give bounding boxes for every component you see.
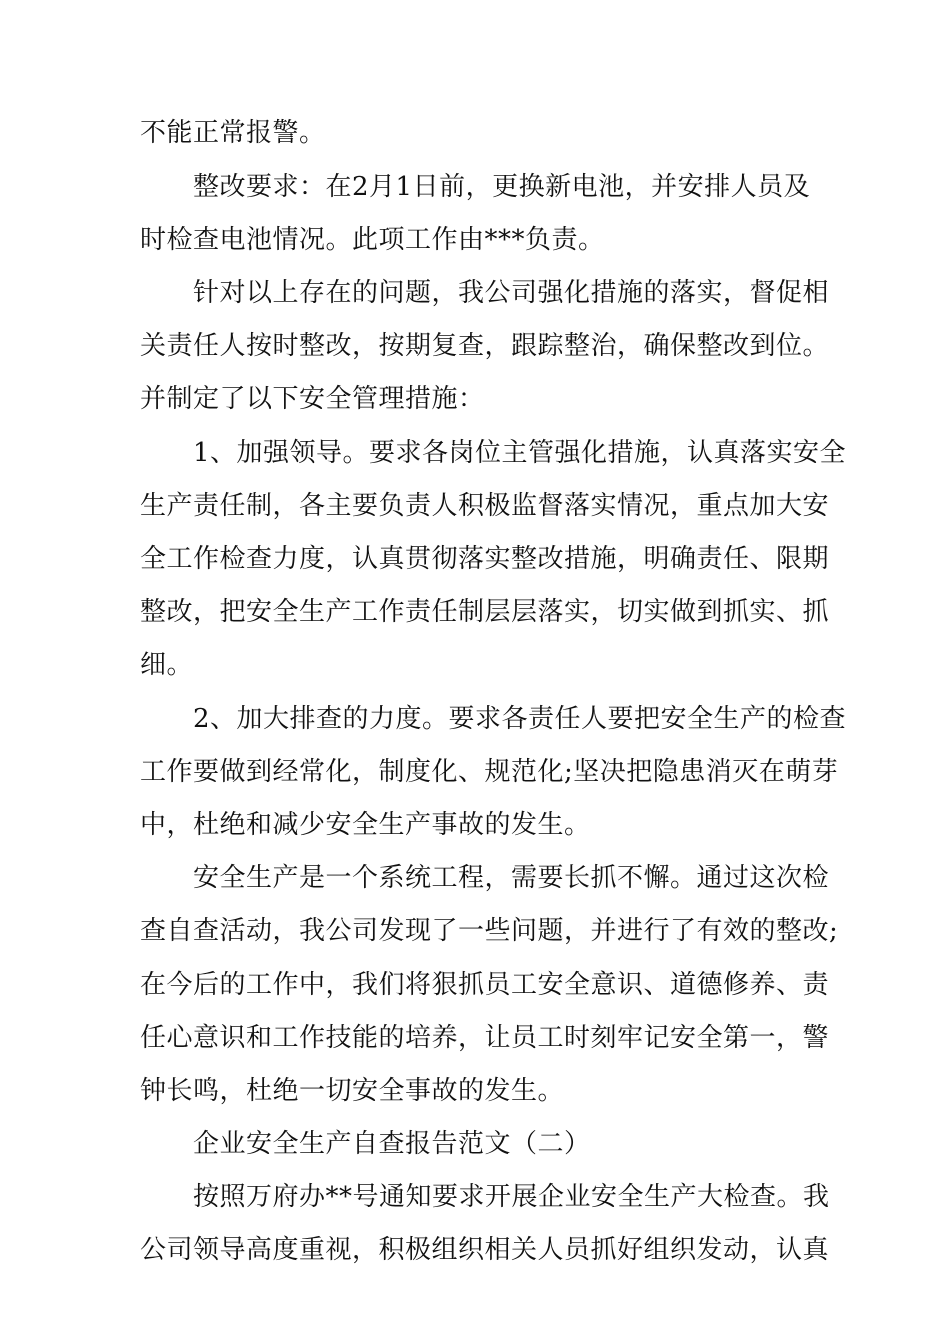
text-line: 1、加强领导。要求各岗位主管强化措施，认真落实安全 [193,438,847,468]
text-line: 钟长鸣，杜绝一切安全事故的发生。 [140,1076,565,1106]
section-heading: 企业安全生产自查报告范文（二） [193,1129,591,1159]
text-line: 整改要求：在2月1日前，更换新电池，并安排人员及 [193,172,811,202]
text-line: 在今后的工作中，我们将狠抓员工安全意识、道德修养、责 [140,970,830,1000]
text-line: 针对以上存在的问题，我公司强化措施的落实，督促相 [193,278,830,308]
text-line: 查自查活动，我公司发现了一些问题，并进行了有效的整改; [140,916,839,946]
text-line: 中，杜绝和减少安全生产事故的发生。 [140,810,591,840]
text-line: 工作要做到经常化，制度化、规范化;坚决把隐患消灭在萌芽 [140,757,839,787]
text-line: 公司领导高度重视，积极组织相关人员抓好组织发动，认真 [140,1235,830,1265]
text-line: 整改，把安全生产工作责任制层层落实，切实做到抓实、抓 [140,597,830,627]
text-line: 生产责任制，各主要负责人积极监督落实情况，重点加大安 [140,491,830,521]
text-line: 任心意识和工作技能的培养，让员工时刻牢记安全第一，警 [140,1023,830,1053]
text-line: 全工作检查力度，认真贯彻落实整改措施，明确责任、限期 [140,544,830,574]
text-line: 2、加大排查的力度。要求各责任人要把安全生产的检查 [193,704,847,734]
text-line: 时检查电池情况。此项工作由***负责。 [140,225,605,255]
text-line: 按照万府办**号通知要求开展企业安全生产大检查。我 [193,1182,830,1212]
text-line: 不能正常报警。 [140,118,326,148]
text-line: 关责任人按时整改，按期复查，跟踪整治，确保整改到位。 [140,331,830,361]
text-line: 并制定了以下安全管理措施： [140,384,485,414]
text-line: 细。 [140,650,194,680]
text-line: 安全生产是一个系统工程，需要长抓不懈。通过这次检 [193,863,830,893]
